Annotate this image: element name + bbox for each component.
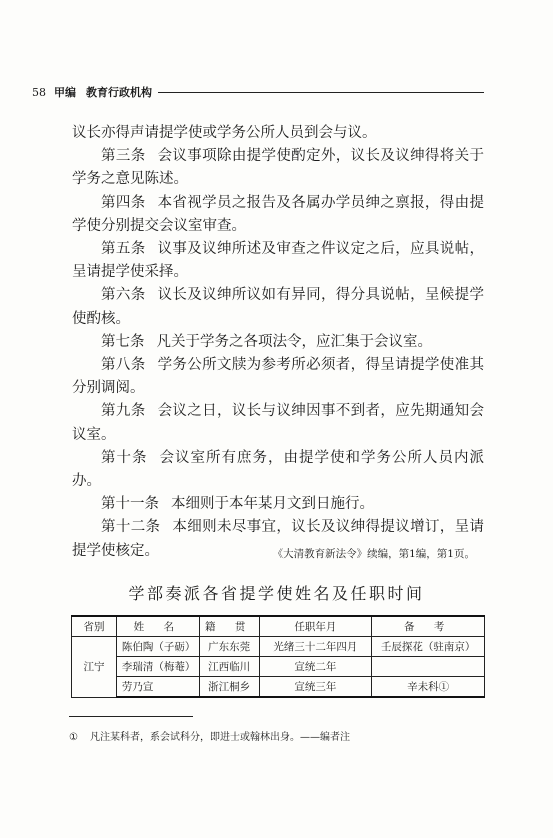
table-row <box>72 637 485 657</box>
header-origin: 籍 贯 <box>199 616 259 637</box>
article-number: 第三条 <box>101 148 146 165</box>
article-paragraph <box>72 192 484 238</box>
table-header-row <box>72 616 485 637</box>
origin-cell: 浙江桐乡 <box>199 677 259 698</box>
header-term: 任职年月 <box>259 616 372 637</box>
commissioner-table <box>71 615 485 698</box>
table-row <box>72 657 485 677</box>
source-citation: 《大清教育新法令》续编，第1编，第1页。 <box>272 548 475 560</box>
article-paragraph <box>72 284 484 330</box>
article-text: 会议之日，议长与议绅因事不到者，应先期通知会议室。 <box>72 403 484 443</box>
running-header <box>32 82 484 102</box>
origin-cell: 广东东莞 <box>199 637 259 657</box>
footnote-rule <box>69 716 193 717</box>
chapter-title: 教育行政机构 <box>86 86 152 99</box>
page-number: 58 <box>32 85 46 99</box>
article-paragraph <box>72 493 484 516</box>
article-text: 凡关于学务之各项法令，应汇集于会议室。 <box>156 333 432 350</box>
paragraph-text: 议长亦得声请提学使或学务公所人员到会与议。 <box>72 125 377 141</box>
article-text: 本省视学员之报告及各属办学员绅之禀报，得由提学使分别提交会议室审查。 <box>72 194 484 234</box>
header-province: 省别 <box>72 616 117 637</box>
remark-cell: 壬辰探花（驻南京） <box>372 637 485 657</box>
article-paragraph <box>72 145 484 191</box>
term-cell: 光绪三十二年四月 <box>259 637 372 657</box>
article-text: 议事及议绅所述及审查之件议定之后，应具说帖，呈请提学使采择。 <box>72 241 484 281</box>
article-paragraph <box>72 400 484 446</box>
article-number: 第四条 <box>101 194 146 211</box>
article-number: 第七条 <box>101 333 145 350</box>
article-number: 第十一条 <box>101 496 159 513</box>
article-number: 第六条 <box>101 287 146 304</box>
article-number: 第十条 <box>101 449 148 466</box>
article-text: 会议事项除由提学使酌定外，议长及议绅得将关于学务之意见陈述。 <box>72 148 484 188</box>
remark-cell: 辛未科① <box>372 677 485 698</box>
table-row <box>72 677 485 698</box>
article-text: 会议室所有庶务，由提学使和学务公所人员内派办。 <box>72 449 484 490</box>
term-cell: 宣统三年 <box>259 677 372 698</box>
name-cell: 陈伯陶（子砺） <box>116 637 199 657</box>
origin-cell: 江西临川 <box>199 657 259 677</box>
remark-cell <box>372 657 485 677</box>
name-cell: 李瑞清（梅菴） <box>116 657 199 677</box>
paragraph <box>72 122 484 145</box>
footnote-text: 凡注某科者，系会试科分，即进士或翰林出身。——编者注 <box>89 732 350 743</box>
article-text: 学务公所文牍为参考所必须者，得呈请提学使准其分别调阅。 <box>72 357 484 397</box>
part-label: 甲编 <box>54 86 76 99</box>
footnote-mark: ① <box>69 732 78 743</box>
article-number: 第五条 <box>101 241 146 258</box>
footnote <box>69 728 350 743</box>
regulation-text <box>72 122 484 563</box>
article-paragraph <box>72 331 484 354</box>
article-text: 议长及议绅所议如有异同，得分具说帖，呈候提学使酌核。 <box>72 287 484 327</box>
term-cell: 宣统二年 <box>259 657 372 677</box>
table-title: 学部奏派各省提学使姓名及任职时间 <box>128 584 425 603</box>
article-paragraph <box>72 447 484 493</box>
province-cell: 江宁 <box>72 637 117 698</box>
header-name: 姓 名 <box>116 616 199 637</box>
name-cell: 劳乃宣 <box>116 677 199 698</box>
article-number: 第八条 <box>101 357 146 374</box>
article-paragraph <box>72 238 484 284</box>
article-text: 本细则未尽事宜，议长及议绅得提议增订，呈请提学使核定。 <box>72 519 485 559</box>
article-number: 第十二条 <box>101 519 161 536</box>
header-rule <box>158 92 484 93</box>
article-paragraph <box>72 354 484 400</box>
article-number: 第九条 <box>101 403 146 420</box>
article-text: 本细则于本年某月文到日施行。 <box>171 496 374 513</box>
header-remark: 备 考 <box>372 616 485 637</box>
